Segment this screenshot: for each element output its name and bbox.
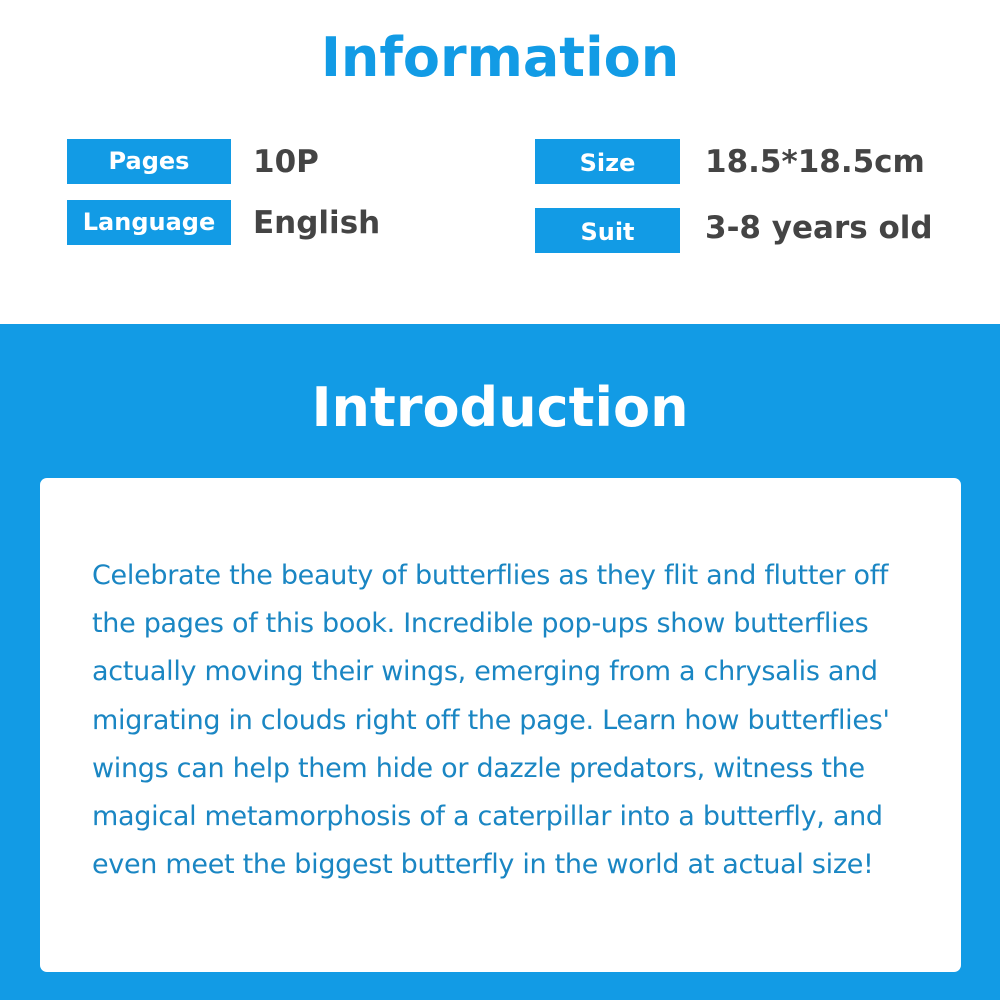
introduction-section <box>0 324 1000 1000</box>
suit-label: Suit <box>535 208 680 253</box>
pages-label: Pages <box>67 139 231 184</box>
introduction-card <box>40 478 961 972</box>
size-value: 18.5*18.5cm <box>705 144 925 180</box>
information-title: Information <box>320 26 680 89</box>
introduction-text: Celebrate the beauty of butterflies as they flit and flutter off the pages of this book. Incredible pop-ups show butterflies actually moving their wings, emerging from a chrysalis and migrating in clouds right off the page. Learn how butterflies' wings can help them hide or dazzle predators, witness the magical metamorphosis of a caterpillar into a butterfly, and even meet the biggest butterfly in the world at actual size! <box>92 560 890 881</box>
information-section <box>0 0 1000 324</box>
introduction-title: Introduction <box>311 376 689 439</box>
language-value: English <box>253 205 381 241</box>
size-label: Size <box>535 139 680 184</box>
pages-value: 10P <box>253 144 319 180</box>
language-label: Language <box>67 200 231 245</box>
suit-value: 3-8 years old <box>705 210 933 246</box>
